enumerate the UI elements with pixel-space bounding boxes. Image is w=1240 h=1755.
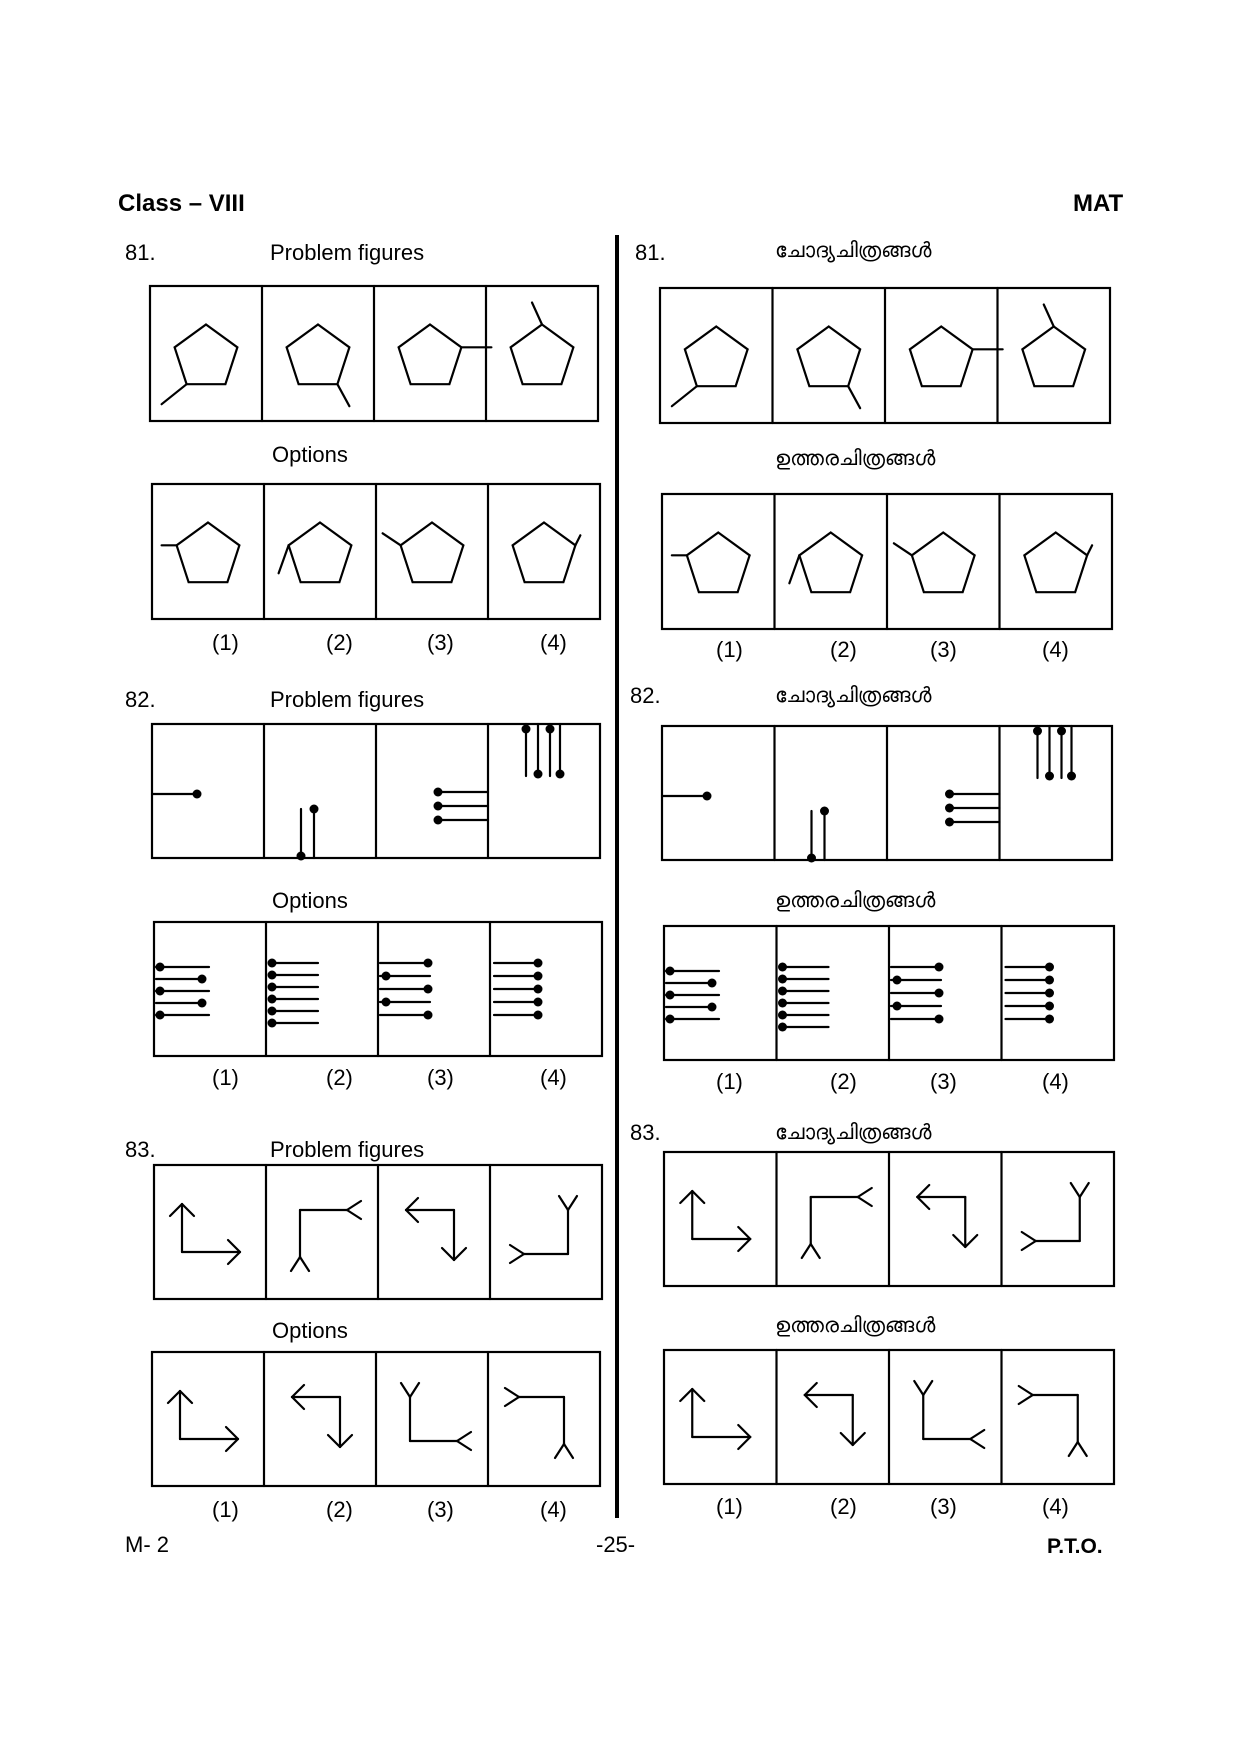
pentagon-shape bbox=[797, 327, 860, 387]
pentagon-stick bbox=[279, 545, 289, 573]
arrow-head bbox=[340, 1435, 352, 1447]
pentagon-shape bbox=[1022, 327, 1085, 387]
q83-problem-figures-ml bbox=[664, 1152, 1114, 1286]
option-label-3: (3) bbox=[930, 1069, 957, 1094]
fork-head bbox=[858, 1197, 872, 1206]
fork-head bbox=[347, 1201, 361, 1210]
pin-dot bbox=[778, 975, 787, 984]
option-label-1: (1) bbox=[716, 1494, 743, 1519]
fork-head bbox=[555, 1444, 564, 1458]
pin-dot bbox=[268, 971, 277, 980]
pin-dot bbox=[1045, 976, 1054, 985]
pto-label: P.T.O. bbox=[1047, 1535, 1103, 1558]
pentagon-shape bbox=[399, 325, 462, 385]
pin-dot bbox=[820, 807, 829, 816]
arrow-head bbox=[953, 1235, 965, 1247]
q82-problem-figures-ml bbox=[662, 726, 1112, 863]
pin-dot bbox=[156, 1011, 165, 1020]
pin-dot bbox=[268, 1019, 277, 1028]
fork-head bbox=[564, 1444, 573, 1458]
option-label-1: (1) bbox=[212, 1065, 239, 1090]
pin-dot bbox=[1045, 772, 1054, 781]
class-label: Class – VIII bbox=[118, 190, 245, 217]
arrow-head bbox=[228, 1252, 240, 1264]
q82-option-figures-ml bbox=[664, 926, 1114, 1060]
pentagon-stick bbox=[162, 384, 187, 404]
paper-code: M- 2 bbox=[125, 1532, 169, 1557]
pentagon-shape bbox=[910, 327, 973, 387]
arrow-head bbox=[805, 1383, 817, 1395]
pin-dot bbox=[1045, 1015, 1054, 1024]
pin-dot bbox=[310, 805, 319, 814]
option-label-3: (3) bbox=[930, 637, 957, 662]
fork-head bbox=[1022, 1241, 1036, 1250]
option-label-4: (4) bbox=[1042, 637, 1069, 662]
pin-dot bbox=[778, 987, 787, 996]
pin-dot bbox=[945, 804, 954, 813]
pin-dot bbox=[156, 963, 165, 972]
pin-dot bbox=[434, 788, 443, 797]
pentagon-stick bbox=[672, 386, 697, 406]
pin-dot bbox=[534, 959, 543, 968]
arrow-head bbox=[328, 1435, 340, 1447]
arrow-head bbox=[680, 1191, 692, 1203]
fork-head bbox=[510, 1245, 524, 1254]
pentagon-shape bbox=[175, 325, 238, 385]
arrow-head bbox=[917, 1197, 929, 1209]
problem-figures-title-82-ml: ചോദ്യചിത്രങ്ങൾ bbox=[775, 683, 932, 707]
pin-dot bbox=[424, 1011, 433, 1020]
pentagon-stick bbox=[789, 555, 799, 583]
pin-dot bbox=[424, 959, 433, 968]
pin-dot bbox=[666, 991, 675, 1000]
pin-dot bbox=[1045, 1002, 1054, 1011]
option-label-4: (4) bbox=[540, 1497, 567, 1522]
arrow-head bbox=[805, 1395, 817, 1407]
pin-dot bbox=[893, 976, 902, 985]
option-label-4: (4) bbox=[540, 1065, 567, 1090]
fork-head bbox=[1019, 1386, 1033, 1395]
option-label-2: (2) bbox=[830, 1069, 857, 1094]
pentagon-stick bbox=[848, 386, 860, 408]
fork-head bbox=[1080, 1183, 1089, 1197]
fork-head bbox=[923, 1381, 932, 1395]
fork-head bbox=[457, 1441, 471, 1450]
pentagon-shape bbox=[513, 523, 576, 583]
question-number-83: 83. bbox=[125, 1137, 156, 1162]
arrow-head bbox=[680, 1389, 692, 1401]
pin-dot bbox=[198, 999, 207, 1008]
fork-head bbox=[1022, 1232, 1036, 1241]
pin-dot bbox=[522, 725, 531, 734]
option-label-1: (1) bbox=[716, 637, 743, 662]
pin-dot bbox=[1057, 727, 1066, 736]
page-number: -25- bbox=[596, 1532, 636, 1557]
pin-dot bbox=[703, 792, 712, 801]
option-label-4: (4) bbox=[1042, 1494, 1069, 1519]
option-label-3: (3) bbox=[427, 630, 454, 655]
arrow-head bbox=[292, 1397, 304, 1409]
question-number-82: 82. bbox=[125, 687, 156, 712]
pentagon-stick bbox=[894, 543, 912, 555]
pin-dot bbox=[297, 852, 306, 861]
arrow-head bbox=[738, 1239, 750, 1251]
pin-dot bbox=[945, 790, 954, 799]
pentagon-stick bbox=[383, 533, 401, 545]
problem-figures-title-83: Problem figures bbox=[270, 1137, 425, 1162]
pin-dot bbox=[534, 998, 543, 1007]
arrow-head bbox=[182, 1204, 194, 1216]
pin-dot bbox=[534, 972, 543, 981]
pin-dot bbox=[1067, 772, 1076, 781]
pin-dot bbox=[556, 770, 565, 779]
q83-option-figures bbox=[152, 1352, 600, 1486]
pin-dot bbox=[807, 854, 816, 863]
arrow-head bbox=[406, 1198, 418, 1210]
pin-dot bbox=[382, 998, 391, 1007]
fork-head bbox=[300, 1257, 309, 1271]
options-title-83-ml: ഉത്തരചിത്രങ്ങൾ bbox=[775, 1313, 936, 1337]
fork-head bbox=[970, 1430, 984, 1439]
pin-dot bbox=[156, 987, 165, 996]
pin-dot bbox=[546, 725, 555, 734]
pin-dot bbox=[935, 963, 944, 972]
q81-problem-figures bbox=[150, 286, 598, 421]
problem-figures-title-82: Problem figures bbox=[270, 687, 425, 712]
pin-dot bbox=[434, 802, 443, 811]
pentagon-stick bbox=[337, 384, 349, 406]
pentagon-stick bbox=[575, 535, 580, 545]
pin-dot bbox=[778, 1011, 787, 1020]
arrow-head bbox=[853, 1433, 865, 1445]
fork-head bbox=[811, 1244, 820, 1258]
pin-dot bbox=[1045, 989, 1054, 998]
arrow-head bbox=[170, 1204, 182, 1216]
pin-dot bbox=[666, 967, 675, 976]
arrow-head bbox=[180, 1391, 192, 1403]
question-number-83-ml: 83. bbox=[630, 1120, 661, 1145]
q83-problem-figures bbox=[154, 1165, 602, 1299]
arrow-head bbox=[692, 1389, 704, 1401]
fork-head bbox=[568, 1196, 577, 1210]
option-label-3: (3) bbox=[427, 1065, 454, 1090]
pin-dot bbox=[268, 983, 277, 992]
arrow-head bbox=[841, 1433, 853, 1445]
pin-dot bbox=[434, 816, 443, 825]
q81-option-figures bbox=[152, 484, 600, 619]
pentagon-shape bbox=[289, 523, 352, 583]
fork-head bbox=[1019, 1395, 1033, 1404]
pin-dot bbox=[534, 1011, 543, 1020]
subject-label: MAT bbox=[1073, 190, 1124, 217]
pentagon-shape bbox=[799, 533, 862, 593]
q82-problem-figures bbox=[152, 724, 600, 861]
option-label-4: (4) bbox=[1042, 1069, 1069, 1094]
pin-dot bbox=[708, 979, 717, 988]
fork-head bbox=[914, 1381, 923, 1395]
arrow-head bbox=[226, 1427, 238, 1439]
arrow-head bbox=[292, 1385, 304, 1397]
pentagon-stick bbox=[1087, 545, 1092, 555]
pentagon-stick bbox=[532, 303, 542, 325]
arrow-head bbox=[917, 1185, 929, 1197]
fork-head bbox=[970, 1439, 984, 1448]
option-label-2: (2) bbox=[326, 630, 353, 655]
arrow-head bbox=[406, 1210, 418, 1222]
option-label-2: (2) bbox=[326, 1065, 353, 1090]
options-title-82: Options bbox=[272, 888, 348, 913]
pentagon-shape bbox=[401, 523, 464, 583]
pin-dot bbox=[935, 989, 944, 998]
q83-option-figures-ml bbox=[664, 1350, 1114, 1484]
option-label-1: (1) bbox=[716, 1069, 743, 1094]
question-number-81: 81. bbox=[125, 240, 156, 265]
option-label-3: (3) bbox=[930, 1494, 957, 1519]
fork-head bbox=[1071, 1183, 1080, 1197]
pin-dot bbox=[778, 963, 787, 972]
options-title-81-ml: ഉത്തരചിത്രങ്ങൾ bbox=[775, 446, 936, 470]
fork-head bbox=[858, 1188, 872, 1197]
pin-dot bbox=[382, 972, 391, 981]
fork-head bbox=[1078, 1442, 1087, 1456]
pentagon-shape bbox=[685, 327, 748, 387]
pin-dot bbox=[1045, 963, 1054, 972]
fork-head bbox=[347, 1210, 361, 1219]
options-title-81: Options bbox=[272, 442, 348, 467]
arrow-head bbox=[738, 1227, 750, 1239]
pin-dot bbox=[945, 818, 954, 827]
pin-dot bbox=[268, 995, 277, 1004]
option-label-1: (1) bbox=[212, 630, 239, 655]
arrow-head bbox=[228, 1240, 240, 1252]
problem-figures-title-81: Problem figures bbox=[270, 240, 425, 265]
fork-head bbox=[457, 1432, 471, 1441]
arrow-head bbox=[692, 1191, 704, 1203]
pentagon-shape bbox=[511, 325, 574, 385]
fork-head bbox=[1069, 1442, 1078, 1456]
pin-dot bbox=[268, 1007, 277, 1016]
fork-head bbox=[505, 1388, 519, 1397]
option-label-3: (3) bbox=[427, 1497, 454, 1522]
option-label-2: (2) bbox=[326, 1497, 353, 1522]
option-label-4: (4) bbox=[540, 630, 567, 655]
arrow-head bbox=[738, 1425, 750, 1437]
pin-dot bbox=[893, 1002, 902, 1011]
pin-dot bbox=[534, 770, 543, 779]
problem-figures-title-81-ml: ചോദ്യചിത്രങ്ങൾ bbox=[775, 238, 932, 262]
pin-dot bbox=[1033, 727, 1042, 736]
pin-dot bbox=[424, 985, 433, 994]
pin-dot bbox=[534, 985, 543, 994]
pentagon-shape bbox=[1024, 533, 1087, 593]
arrow-head bbox=[442, 1248, 454, 1260]
q82-option-figures bbox=[154, 922, 602, 1056]
pin-dot bbox=[778, 1023, 787, 1032]
pentagon-shape bbox=[287, 325, 350, 385]
options-title-83: Options bbox=[272, 1318, 348, 1343]
option-label-2: (2) bbox=[830, 1494, 857, 1519]
arrow-head bbox=[738, 1437, 750, 1449]
pentagon-shape bbox=[687, 533, 750, 593]
option-label-2: (2) bbox=[830, 637, 857, 662]
pin-dot bbox=[198, 975, 207, 984]
q81-problem-figures-ml bbox=[660, 288, 1110, 423]
options-title-82-ml: ഉത്തരചിത്രങ്ങൾ bbox=[775, 888, 936, 912]
q81-option-figures-ml bbox=[662, 494, 1112, 629]
fork-head bbox=[505, 1397, 519, 1406]
pentagon-shape bbox=[177, 523, 240, 583]
pentagon-shape bbox=[912, 533, 975, 593]
arrow-head bbox=[965, 1235, 977, 1247]
fork-head bbox=[802, 1244, 811, 1258]
problem-figures-title-83-ml: ചോദ്യചിത്രങ്ങൾ bbox=[775, 1120, 932, 1144]
fork-head bbox=[510, 1254, 524, 1263]
fork-head bbox=[559, 1196, 568, 1210]
pin-dot bbox=[778, 999, 787, 1008]
fork-head bbox=[410, 1383, 419, 1397]
fork-head bbox=[401, 1383, 410, 1397]
arrow-head bbox=[168, 1391, 180, 1403]
arrow-head bbox=[226, 1439, 238, 1451]
pin-dot bbox=[268, 959, 277, 968]
pentagon-stick bbox=[1044, 305, 1054, 327]
question-number-82-ml: 82. bbox=[630, 683, 661, 708]
pin-dot bbox=[666, 1015, 675, 1024]
fork-head bbox=[291, 1257, 300, 1271]
question-number-81-ml: 81. bbox=[635, 240, 666, 265]
pin-dot bbox=[935, 1015, 944, 1024]
pin-dot bbox=[193, 790, 202, 799]
option-label-1: (1) bbox=[212, 1497, 239, 1522]
pin-dot bbox=[708, 1003, 717, 1012]
arrow-head bbox=[454, 1248, 466, 1260]
